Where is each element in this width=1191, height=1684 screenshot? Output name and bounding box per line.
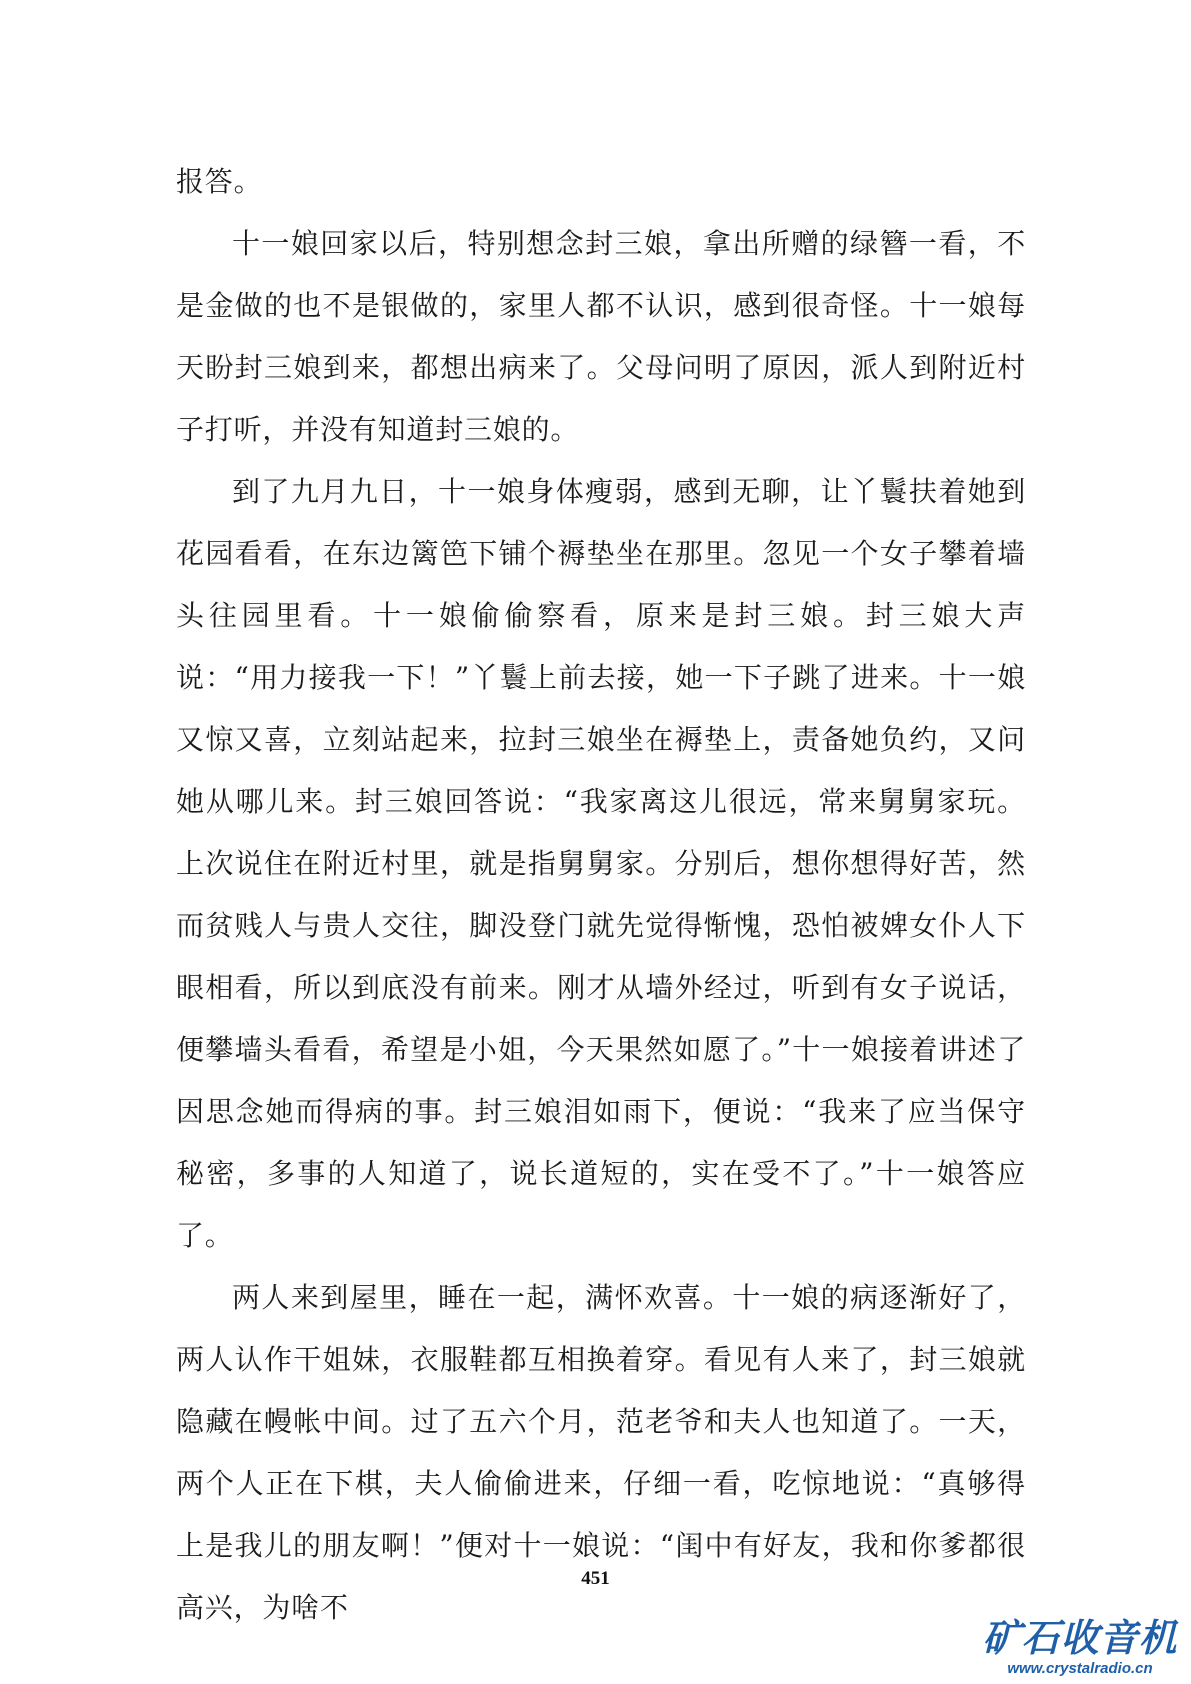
watermark-title: 矿石收音机 bbox=[982, 1616, 1178, 1660]
paragraph-3: 到了九月九日，十一娘身体瘦弱，感到无聊，让丫鬟扶着她到花园看看，在东边篱笆下铺个褥垫坐在那里。忽见一个女子攀着墙头往园里看。十一娘偷偷察看，原来是封三娘。封三娘大声说：“用力接我一下！”丫鬟上前去接，她一下子跳了进来。十一娘又惊又喜，立刻站起来，拉封三娘坐在褥垫上，责备她负约，又问她从哪儿来。封三娘回答说：“我家离这儿很远，常来舅舅家玩。上次说住在附近村里，就是指舅舅家。分别后，想你想得好苦，然而贫贱人与贵人交往，脚没登门就先觉得惭愧，恐怕被婢女仆人下眼相看，所以到底没有前来。刚才从墙外经过，听到有女子说话，便攀墙头看看，希望是小姐，今天果然如愿了。”十一娘接着讲述了因思念她而得病的事。封三娘泪如雨下，便说：“我来了应当保守秘密，多事的人知道了，说长道短的，实在受不了。”十一娘答应了。 bbox=[176, 475, 1026, 1252]
watermark-logo bbox=[975, 1616, 1185, 1678]
paragraph-2: 十一娘回家以后，特别想念封三娘，拿出所赠的绿簪一看，不是金做的也不是银做的，家里人都不认识，感到很奇怪。十一娘每天盼封三娘到来，都想出病来了。父母问明了原因，派人到附近村子打听，并没有知道封三娘的。 bbox=[176, 227, 1026, 446]
paragraph-1: 报答。 bbox=[176, 165, 263, 198]
paragraph-4: 两人来到屋里，睡在一起，满怀欢喜。十一娘的病逐渐好了，两人认作干姐妹，衣服鞋都互相换着穿。看见有人来了，封三娘就隐藏在幔帐中间。过了五六个月，范老爷和夫人也知道了。一天，两个人正在下棋，夫人偷偷进来，仔细一看，吃惊地说：“真够得上是我儿的朋友啊！”便对十一娘说：“闺中有好友，我和你爹都很高兴，为啥不 bbox=[176, 1281, 1026, 1624]
page-number: 451 bbox=[581, 1568, 610, 1589]
watermark-url: www.crystalradio.cn bbox=[1007, 1660, 1153, 1677]
body-text bbox=[176, 151, 1026, 1639]
